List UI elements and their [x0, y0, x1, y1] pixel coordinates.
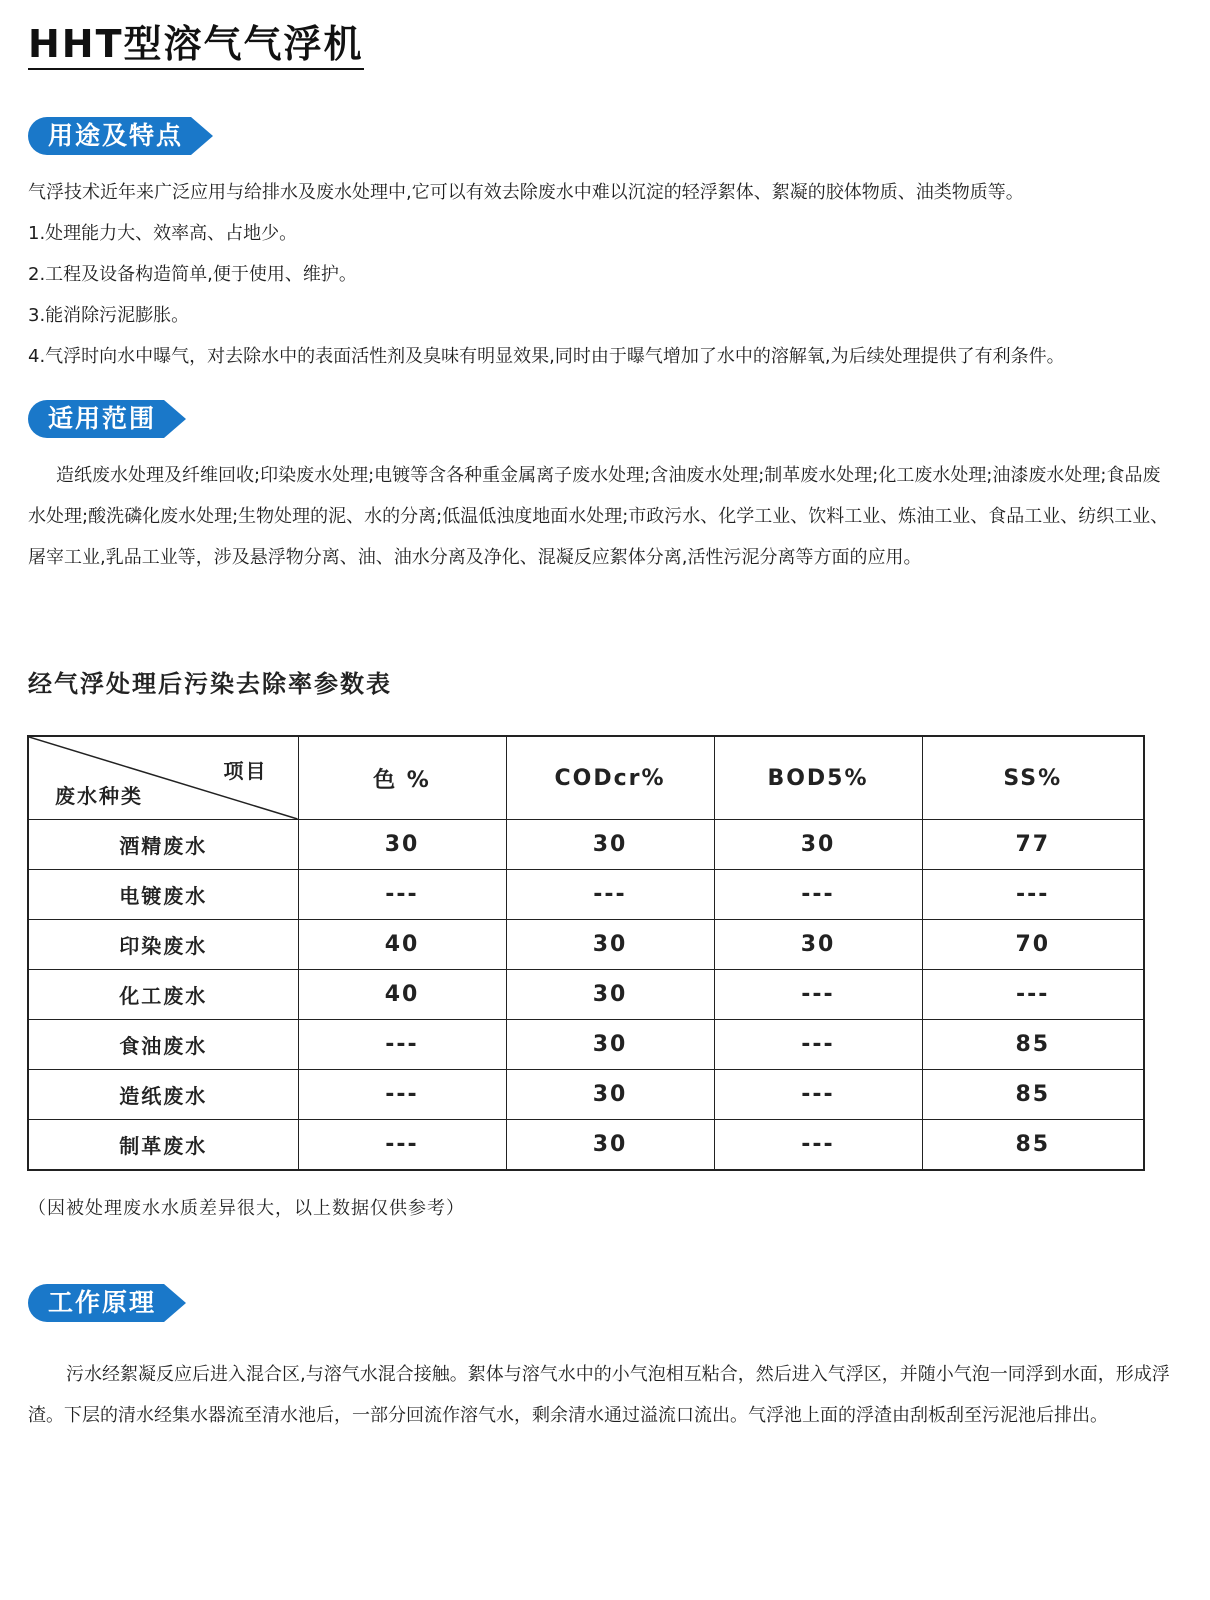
features-intro: 气浮技术近年来广泛应用与给排水及废水处理中,它可以有效去除废水中难以沉淀的轻浮絮体、絮凝的胶体物质、油类物质等。 [28, 182, 1024, 203]
tag-arrow-shape [164, 400, 186, 438]
table-cell: 85 [922, 1020, 1144, 1070]
table-cell: 40 [298, 970, 506, 1020]
table-cell: --- [714, 970, 922, 1020]
row-label: 造纸废水 [28, 1070, 298, 1120]
table-cell: 30 [506, 970, 714, 1020]
corner-type-label: 废水种类 [55, 784, 143, 808]
section-tag-scope [28, 400, 186, 438]
tag-arrow-shape [191, 117, 213, 155]
feature-item: 3.能消除污泥膨胀。 [28, 305, 190, 326]
table-cell: --- [714, 1120, 922, 1171]
table-note: （因被处理废水水质差异很大，以上数据仅供参考） [28, 1198, 465, 1219]
table-row [28, 1070, 1144, 1120]
table-cell: 77 [922, 820, 1144, 870]
table-cell: 30 [714, 820, 922, 870]
section-tag-principle [28, 1284, 186, 1322]
feature-item: 4.气浮时向水中曝气，对去除水中的表面活性剂及臭味有明显效果,同时由于曝气增加了水中的溶解氧,为后续处理提供了有利条件。 [28, 346, 1065, 367]
table-cell: --- [922, 970, 1144, 1020]
table-cell: 30 [506, 920, 714, 970]
page-title: HHT型溶气气浮机 [28, 22, 364, 70]
table-row [28, 1120, 1144, 1171]
table-cell: 30 [714, 920, 922, 970]
table-cell: 30 [506, 1020, 714, 1070]
row-label: 印染废水 [28, 920, 298, 970]
section-tag-features [28, 117, 213, 155]
table-cell: --- [298, 870, 506, 920]
table-cell: 85 [922, 1120, 1144, 1171]
column-header: SS% [922, 736, 1144, 820]
table-cell: 40 [298, 920, 506, 970]
table-row [28, 1020, 1144, 1070]
table-row [28, 870, 1144, 920]
table-cell: 30 [506, 820, 714, 870]
row-label: 食油废水 [28, 1020, 298, 1070]
feature-item: 2.工程及设备构造简单,便于使用、维护。 [28, 264, 357, 285]
table-cell: --- [922, 870, 1144, 920]
scope-paragraph: 造纸废水处理及纤维回收;印染废水处理;电镀等含各种重金属离子废水处理;含油废水处理;制革废水处理;化工废水处理;油漆废水处理;食品废水处理;酸洗磷化废水处理;生物处理的泥、水的分离;低温低浊度地面水处理;市政污水、化学工业、饮料工业、炼油工业、食品工业、纺织工业、屠宰工业,乳品工业等，涉及悬浮物分离、油、油水分离及净化、混凝反应絮体分离,活性污泥分离等方面的应用。 [28, 465, 1169, 568]
table-cell: --- [298, 1120, 506, 1171]
removal-rate-table [27, 735, 1145, 1171]
row-label: 电镀废水 [28, 870, 298, 920]
column-header: BOD5% [714, 736, 922, 820]
table-row [28, 970, 1144, 1020]
corner-item-label: 项目 [223, 759, 268, 783]
table-cell: --- [298, 1070, 506, 1120]
section-tag-label: 适用范围 [28, 400, 164, 438]
table-cell: --- [506, 870, 714, 920]
table-header-row [28, 736, 1144, 820]
row-label: 酒精废水 [28, 820, 298, 870]
section-tag-label: 工作原理 [28, 1284, 164, 1322]
table-cell: --- [714, 870, 922, 920]
table-row [28, 820, 1144, 870]
table-row [28, 920, 1144, 970]
row-label: 制革废水 [28, 1120, 298, 1171]
table-cell: --- [714, 1020, 922, 1070]
column-header: 色 % [298, 736, 506, 820]
row-label: 化工废水 [28, 970, 298, 1020]
tag-arrow-shape [164, 1284, 186, 1322]
table-cell: 85 [922, 1070, 1144, 1120]
table-cell: 30 [506, 1120, 714, 1171]
column-header: CODcr% [506, 736, 714, 820]
table-title: 经气浮处理后污染去除率参数表 [28, 670, 392, 698]
table-corner-cell [28, 736, 298, 820]
table-cell: 70 [922, 920, 1144, 970]
section-tag-label: 用途及特点 [28, 117, 191, 155]
table-cell: 30 [298, 820, 506, 870]
table-cell: 30 [506, 1070, 714, 1120]
table-cell: --- [298, 1020, 506, 1070]
principle-paragraph: 污水经絮凝反应后进入混合区,与溶气水混合接触。絮体与溶气水中的小气泡相互粘合，然后进入气浮区，并随小气泡一同浮到水面，形成浮渣。下层的清水经集水器流至清水池后，一部分回流作溶气水，剩余清水通过溢流口流出。气浮池上面的浮渣由刮板刮至污泥池后排出。 [28, 1364, 1170, 1426]
table-cell: --- [714, 1070, 922, 1120]
feature-item: 1.处理能力大、效率高、占地少。 [28, 223, 298, 244]
